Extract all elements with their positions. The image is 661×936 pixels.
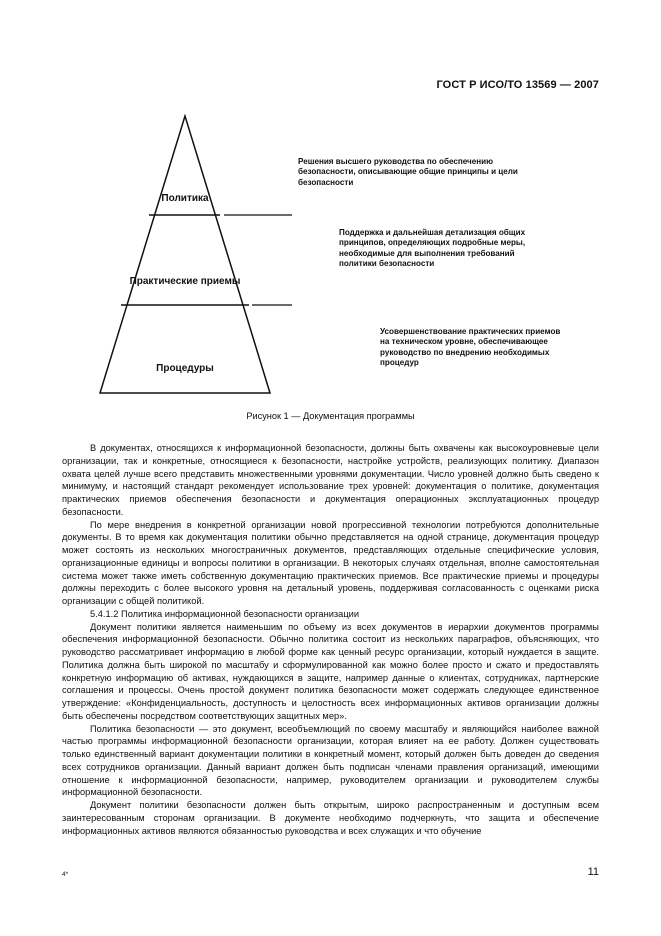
level-label-procedures: Процедуры [156,363,214,374]
pyramid-diagram [0,0,661,400]
note-practices [339,228,525,269]
note-line: Усовершенствование практических приемов [380,327,561,336]
level-label-practices: Практические приемы [129,276,241,287]
note-policy [298,157,518,188]
pyramid-outline [100,116,270,393]
note-line: руководство по внедрению необходимых [380,347,550,357]
paragraph: Политика безопасности — это документ, всеобъемлющий по своему масштабу и являющийся наиболее важной частью программы информационной безопасности организации, которая влияет на ее работу. Должен существовать только единственный вариант документации политики в конкретный момент, который должен быть доведен до сведения всех сотрудников организации. Данный вариант должен быть подписан членами правления организаций, имеющими отношение к информационной безопасности, например, руководителем организации и руководителем службы информационной безопасности. [62,723,599,798]
note-line: Поддержка и дальнейшая детализация общих [339,228,526,237]
note-line: Решения высшего руководства по обеспечению [298,157,494,166]
note-line: принципов, определяющих подробные меры, [339,238,526,248]
note-line: безопасности, описывающие общие принципы и цели [298,167,518,177]
paragraph: Документ политики безопасности должен быть открытым, широко распространенным и доступным всем заинтересованным сторонам организации. В документе необходимо подчеркнуть, что защита и обеспечение информационных активов являются обязанностью руководства и всех служащих и что обучение [62,800,599,836]
note-line: необходимые для выполнения требований [339,248,515,258]
note-line: процедур [380,357,419,367]
note-line: на техническом уровне, обеспечивающее [380,337,548,347]
figure-caption: Рисунок 1 — Документация программы [246,411,415,421]
level-label-policy: Политика [161,193,209,204]
page-number: 11 [587,866,599,878]
paragraph: Документ политики является наименьшим по объему из всех документов в иерархии документов программы обеспечения информационной безопасности. Обычно политика состоит из нескольких параграфов, объясняющих, что руководство рассматривает информацию в любой форме как ценный ресурс организации, который нуждается в защите. Политика должна быть широкой по масштабу и сформулированной как можно более просто и сжато и предоставлять конкретную информацию об активах, нуждающихся в защите, например данные о клиентах, сотрудниках, партнерские соглашения и процессы. Очень простой документ политика безопасности может содержать следующее единственное утверждение: «Конфиденциальность, доступность и целостность всех информационных активов организации должны быть обеспечены посредством соответствующих защитных мер». [62,621,599,721]
note-line: политики безопасности [339,258,435,268]
standard-designation: ГОСТ Р ИСО/ТО 13569 — 2007 [436,79,599,91]
note-line: безопасности [298,177,354,187]
paragraph: В документах, относящихся к информационной безопасности, должны быть охвачены как высокоуровневые цели организации, так и конкретные, относящиеся к безопасности, настройке устройств, реализующих политику. Диапазон охвата целей лучше всего представить множественными уровнями документации. Число уровней должно быть сведено к минимуму, и настоящий стандарт рекомендует использование трех уровней: документация о политике, документация практических приемов обеспечения безопасности и документация операционных эксплуатационных процедур безопасности. [62,443,599,517]
paragraph: По мере внедрения в конкретной организации новой прогрессивной технологии потребуются дополнительные документы. В то время как документация политики обычно представляется на одной странице, документация процедур может состоять из нескольких многостраничных документов, представляющих отдельные специфические условия, организационные единицы и вопросы политики в организации. В некоторых случаях отдельная, вполне самостоятельная система может также иметь собственную документацию практических приемов. Все практические приемы и процедуры должны переходить с более высокого уровня на детальный уровень, поддерживая согласованность с оценками риска организации с общей политикой. [62,519,599,606]
sheet-mark: 4* [62,871,69,878]
section-heading: 5.4.1.2 Политика информационной безопасности организации [90,608,360,619]
note-procedures [380,327,560,368]
body-text [62,442,599,837]
